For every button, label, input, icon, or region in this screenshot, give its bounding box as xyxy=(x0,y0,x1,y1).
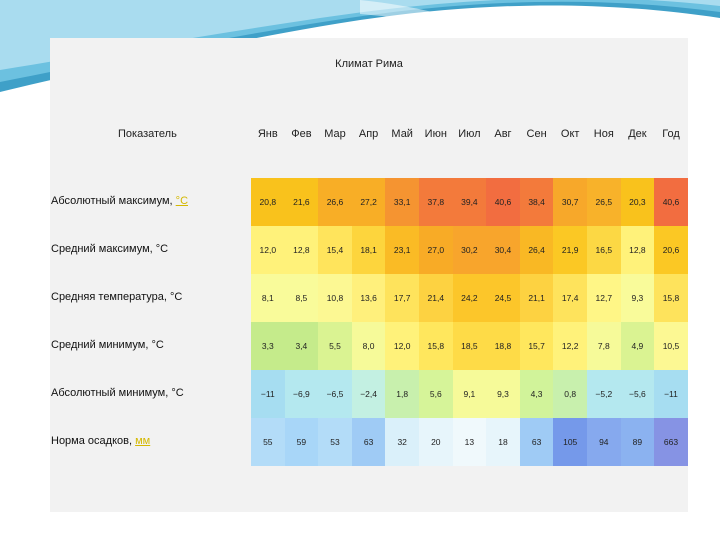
table-cell: 13 xyxy=(453,418,487,466)
month-header: Июл xyxy=(458,128,481,140)
row-label-text: Абсолютный максимум, xyxy=(51,195,176,207)
table-cell: 3,3 xyxy=(251,322,285,370)
table-cell: 15,7 xyxy=(520,322,554,370)
table-cell: 5,6 xyxy=(419,370,453,418)
table-cell: 4,9 xyxy=(621,322,655,370)
table-cell: −11 xyxy=(251,370,285,418)
table-cell: 30,2 xyxy=(453,226,487,274)
month-header: Июн xyxy=(424,128,447,140)
unit-text: °C xyxy=(155,243,169,255)
table-cell: 12,8 xyxy=(621,226,655,274)
table-cell: 27,0 xyxy=(419,226,453,274)
month-header: Апр xyxy=(358,128,379,140)
table-cell: −6,9 xyxy=(285,370,319,418)
table-cell: 3,4 xyxy=(285,322,319,370)
table-title: Климат Рима xyxy=(335,58,403,70)
row-label xyxy=(51,387,184,399)
table-cell: 55 xyxy=(251,418,285,466)
table-cell: −5,6 xyxy=(621,370,655,418)
unit-link[interactable]: мм xyxy=(135,435,151,447)
indicator-header: Показатель xyxy=(118,128,177,140)
month-header: Фев xyxy=(291,128,312,140)
table-cell: 37,8 xyxy=(419,178,453,226)
table-cell: 17,4 xyxy=(553,274,587,322)
table-cell: 12,7 xyxy=(587,274,621,322)
table-cell: 7,8 xyxy=(587,322,621,370)
table-cell: 9,3 xyxy=(486,370,520,418)
table-cell: 39,4 xyxy=(453,178,487,226)
row-label xyxy=(51,291,182,303)
table-cell: 1,8 xyxy=(385,370,419,418)
table-cell: 33,1 xyxy=(385,178,419,226)
table-cell: 27,2 xyxy=(352,178,386,226)
table-cell: 12,8 xyxy=(285,226,319,274)
unit-text: °C xyxy=(151,339,164,351)
table-cell: 63 xyxy=(352,418,386,466)
month-header: Май xyxy=(391,128,413,140)
table-cell: 15,8 xyxy=(654,274,688,322)
row-label xyxy=(51,435,150,447)
table-cell: 20,8 xyxy=(251,178,285,226)
row-label-text: Абсолютный минимум, xyxy=(51,387,172,399)
table-cell: 9,1 xyxy=(453,370,487,418)
table-cell: 20,3 xyxy=(621,178,655,226)
table-cell: 89 xyxy=(621,418,655,466)
month-header: Мар xyxy=(324,128,346,140)
row-label xyxy=(51,243,168,255)
table-cell: 30,4 xyxy=(486,226,520,274)
table-cell: 18,1 xyxy=(352,226,386,274)
month-header: Дек xyxy=(628,128,647,140)
row-label xyxy=(51,195,188,207)
table-cell: 13,6 xyxy=(352,274,386,322)
table-cell: 40,6 xyxy=(486,178,520,226)
table-cell: 15,8 xyxy=(419,322,453,370)
table-cell: 8,0 xyxy=(352,322,386,370)
month-header: Год xyxy=(662,128,680,140)
month-header: Ноя xyxy=(593,128,614,140)
table-cell: 26,6 xyxy=(318,178,352,226)
month-header: Авг xyxy=(494,128,512,140)
table-cell: 59 xyxy=(285,418,319,466)
row-label-text: Средний минимум, xyxy=(51,339,152,351)
table-cell: 8,5 xyxy=(285,274,319,322)
table-cell: 12,0 xyxy=(251,226,285,274)
table-cell: 40,6 xyxy=(654,178,688,226)
table-cell: 24,2 xyxy=(453,274,487,322)
table-cell: 17,7 xyxy=(385,274,419,322)
table-cell: 10,8 xyxy=(318,274,352,322)
month-header: Окт xyxy=(560,128,580,140)
table-cell: 23,1 xyxy=(385,226,419,274)
table-cell: 20 xyxy=(419,418,453,466)
table-cell: 30,7 xyxy=(553,178,587,226)
table-cell: 12,2 xyxy=(553,322,587,370)
unit-link[interactable]: °C xyxy=(175,195,189,207)
table-cell: 8,1 xyxy=(251,274,285,322)
table-cell: 0,8 xyxy=(553,370,587,418)
month-header: Янв xyxy=(257,128,278,140)
table-cell: 21,4 xyxy=(419,274,453,322)
row-label xyxy=(51,339,164,351)
row-label-text: Норма осадков, xyxy=(51,435,136,447)
table-cell: 16,5 xyxy=(587,226,621,274)
table-cell: −2,4 xyxy=(352,370,386,418)
month-header: Сен xyxy=(526,128,547,140)
table-cell: 18 xyxy=(486,418,520,466)
table-cell: 53 xyxy=(318,418,352,466)
table-cell: −6,5 xyxy=(318,370,352,418)
table-cell: 9,3 xyxy=(621,274,655,322)
table-cell: 105 xyxy=(553,418,587,466)
table-cell: 5,5 xyxy=(318,322,352,370)
table-cell: 20,6 xyxy=(654,226,688,274)
table-cell: 21,1 xyxy=(520,274,554,322)
table-cell: −11 xyxy=(654,370,688,418)
table-cell: 10,5 xyxy=(654,322,688,370)
table-cell: 32 xyxy=(385,418,419,466)
table-cell: 12,0 xyxy=(385,322,419,370)
table-cell: 21,6 xyxy=(285,178,319,226)
unit-text: °C xyxy=(169,291,183,303)
table-cell: 63 xyxy=(520,418,554,466)
table-cell: 18,5 xyxy=(453,322,487,370)
table-cell: 4,3 xyxy=(520,370,554,418)
table-cell: −5,2 xyxy=(587,370,621,418)
row-label-text: Средний максимум, xyxy=(51,243,156,255)
table-cell: 38,4 xyxy=(520,178,554,226)
climate-table-card xyxy=(50,38,688,512)
table-cell: 15,4 xyxy=(318,226,352,274)
table-cell: 26,5 xyxy=(587,178,621,226)
table-cell: 24,5 xyxy=(486,274,520,322)
unit-text: °C xyxy=(171,387,184,399)
table-cell: 26,4 xyxy=(520,226,554,274)
table-cell: 21,9 xyxy=(553,226,587,274)
row-label-text: Средняя температура, xyxy=(51,291,170,303)
table-cell: 94 xyxy=(587,418,621,466)
table-cell: 18,8 xyxy=(486,322,520,370)
table-cell: 663 xyxy=(654,418,688,466)
